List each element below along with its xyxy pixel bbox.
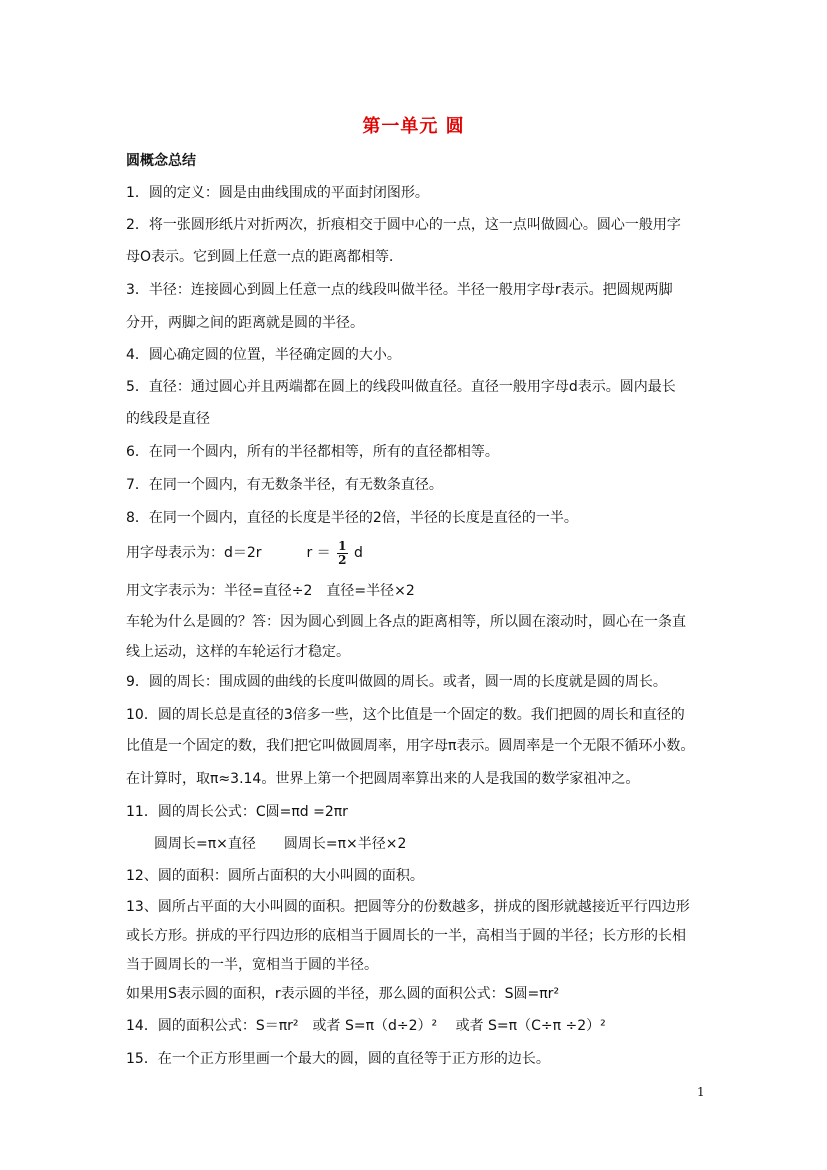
text-line: 1．圆的定义：圆是由曲线围成的平面封闭图形。	[126, 185, 429, 201]
fraction-numerator: 1	[338, 538, 347, 553]
formula-r-part: r ＝	[306, 545, 331, 561]
text-line: 2．将一张圆形纸片对折两次，折痕相交于圆中心的一点，这一点叫做圆心。圆心一般用字	[126, 217, 681, 233]
text-line: 14．圆的面积公式：S＝πr² 或者 S=π（d÷2）² 或者 S=π（C÷π ÷2）²	[126, 1018, 606, 1034]
text-line: 5．直径：通过圆心并且两端都在圆上的线段叫做直径。直径一般用字母d表示。圆内最长	[126, 379, 676, 395]
fraction-denominator: 2	[338, 552, 347, 567]
text-line: 当于圆周长的一半，宽相当于圆的半径。	[126, 957, 378, 973]
text-line: 9．圆的周长：围成圆的曲线的长度叫做圆的周长。或者，圆一周的长度就是圆的周长。	[126, 674, 667, 690]
text-line: 用文字表示为：半径=直径÷2 直径=半径×2	[126, 583, 415, 599]
text-line: 在计算时，取π≈3.14。世界上第一个把圆周率算出来的人是我国的数学家祖冲之。	[126, 771, 640, 787]
text-line: 13、圆所占平面的大小叫圆的面积。把圆等分的份数越多，拼成的图形就越接近平行四边形	[126, 899, 690, 915]
formula-suffix: d	[353, 545, 363, 561]
text-line: 4．圆心确定圆的位置，半径确定圆的大小。	[126, 347, 401, 363]
text-line: 10．圆的周长总是直径的3倍多一些，这个比值是一个固定的数。我们把圆的周长和直径的	[126, 707, 685, 723]
text-line: 6．在同一个圆内，所有的半径都相等，所有的直径都相等。	[126, 444, 499, 460]
text-line: 如果用S表示圆的面积，r表示圆的半径，那么圆的面积公式：S圆=πr²	[126, 986, 560, 1002]
formula-prefix: 用字母表示为：d＝2r	[126, 545, 262, 561]
text-line: 的线段是直径	[126, 411, 210, 427]
text-line: 12、圆的面积：圆所占面积的大小叫圆的面积。	[126, 868, 424, 884]
text-line: 15．在一个正方形里画一个最大的圆，圆的直径等于正方形的边长。	[126, 1051, 550, 1067]
text-line: 母O表示。它到圆上任意一点的距离都相等．	[126, 249, 404, 265]
text-line: 圆周长=π×直径 圆周长=π×半径×2	[126, 836, 407, 852]
page-number: 1	[697, 1085, 705, 1099]
text-line: 11．圆的周长公式：C圆=πd =2πr	[126, 804, 348, 820]
text-line: 7．在同一个圆内，有无数条半径，有无数条直径。	[126, 477, 443, 493]
text-line: 车轮为什么是圆的？答：因为圆心到圆上各点的距离相等，所以圆在滚动时，圆心在一条直	[126, 614, 686, 630]
formula-line	[126, 538, 363, 568]
text-line: 分开，两脚之间的距离就是圆的半径。	[126, 315, 364, 331]
text-line: 3．半径：连接圆心到圆上任意一点的线段叫做半径。半径一般用字母r表示。把圆规两脚	[126, 282, 673, 298]
text-line: 8．在同一个圆内，直径的长度是半径的2倍，半径的长度是直径的一半。	[126, 510, 578, 526]
text-line: 或长方形。拼成的平行四边形的底相当于圆周长的一半，高相当于圆的半径；长方形的长相	[126, 928, 686, 944]
text-line: 比值是一个固定的数，我们把它叫做圆周率，用字母π表示。圆周率是一个无限不循环小数。	[126, 738, 695, 754]
section-heading: 圆概念总结	[126, 153, 196, 169]
fraction-one-half	[337, 540, 347, 567]
page-title: 第一单元 圆	[362, 116, 465, 137]
text-line: 线上运动，这样的车轮运行才稳定。	[126, 644, 350, 660]
